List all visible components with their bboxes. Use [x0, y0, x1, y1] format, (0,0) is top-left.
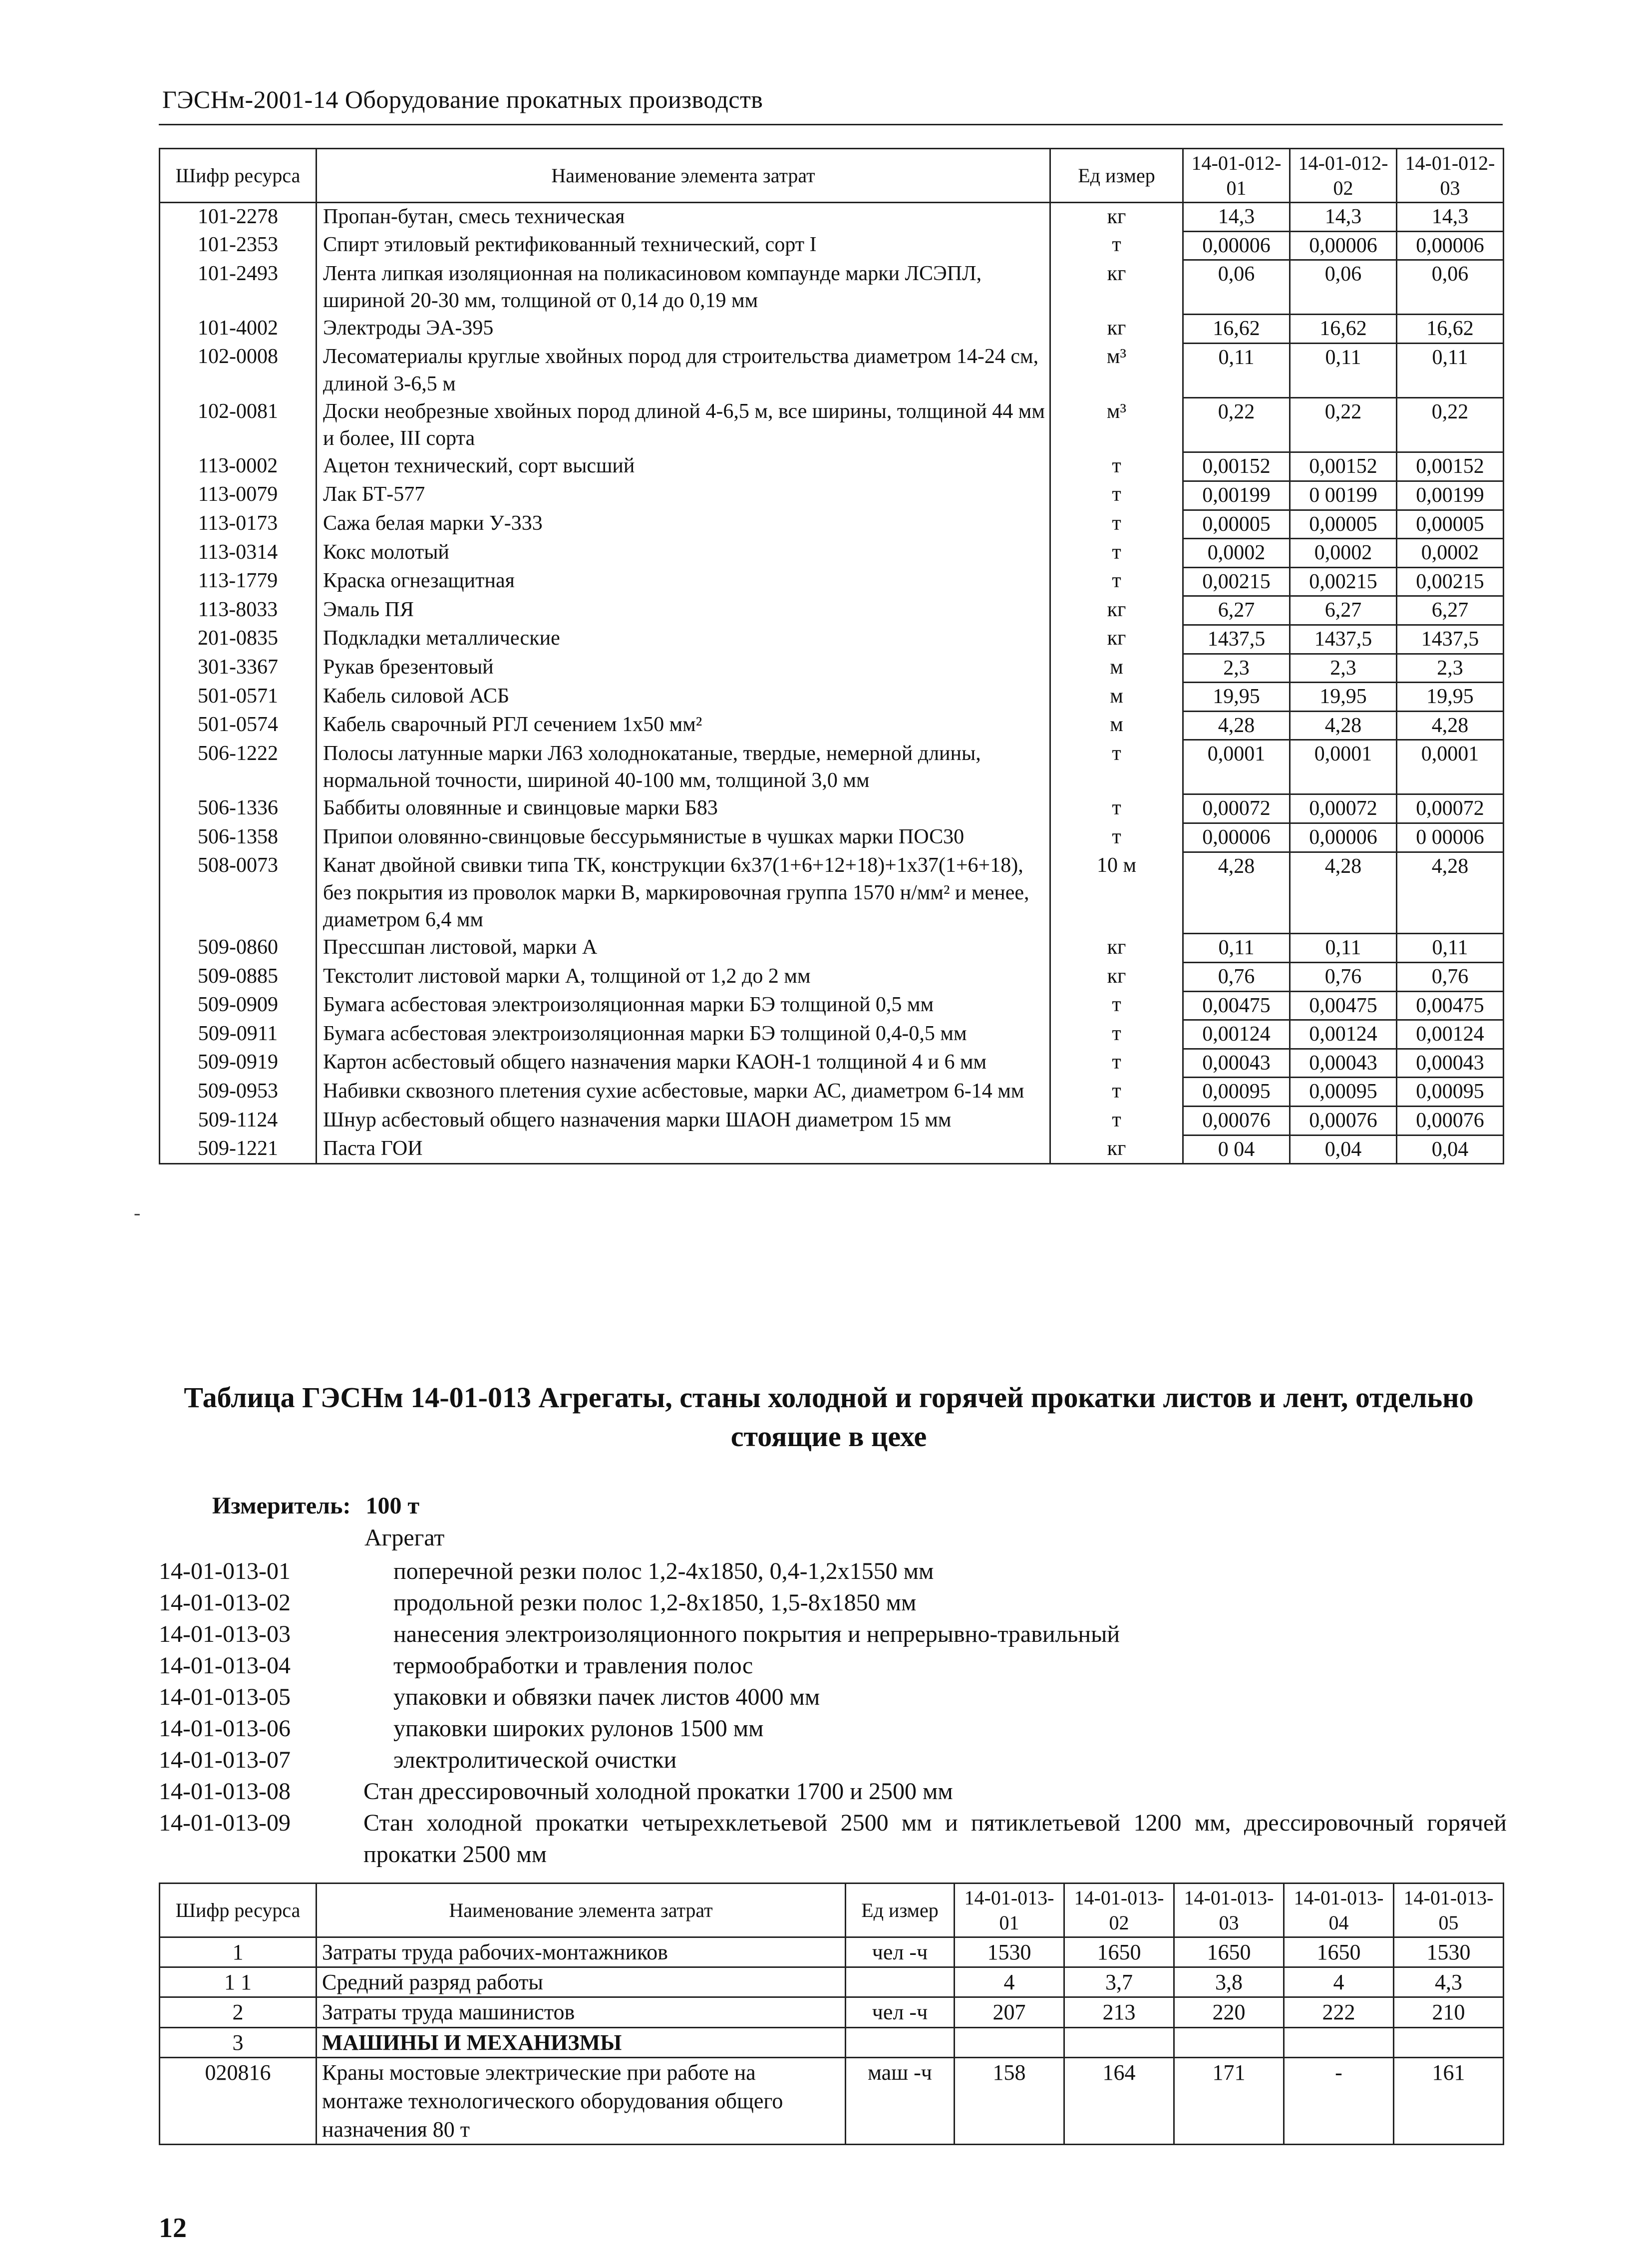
cell-name: МАШИНЫ И МЕХАНИЗМЫ	[317, 2027, 846, 2057]
code-list-item	[159, 1681, 1507, 1713]
cell-code: 1	[160, 1937, 317, 1967]
code-list-item	[159, 1713, 1507, 1744]
col-header-unit: Ед измер	[846, 1884, 955, 1937]
cell-unit: маш -ч	[846, 2057, 955, 2145]
norm-code-list	[159, 1555, 1507, 1868]
cell-value-2: 0,00005	[1290, 510, 1397, 539]
cell-value-3: 0,00043	[1397, 1049, 1504, 1078]
table-row	[160, 963, 1504, 992]
cell-name: Кокс молотый	[317, 539, 1050, 568]
cell-value-1: 0,0001	[1183, 740, 1290, 794]
col-header-unit: Ед измер	[1050, 149, 1183, 203]
cell-value-1: 0,00215	[1183, 567, 1290, 596]
cell-unit: кг	[1050, 315, 1183, 344]
cell-name: Лак БТ-577	[317, 481, 1050, 510]
cell-code: 509-1124	[160, 1107, 317, 1135]
header-divider	[159, 124, 1503, 125]
cell-value-1: 2,3	[1183, 654, 1290, 683]
cell-value-3: 220	[1174, 1997, 1284, 2027]
cell-code: 509-0909	[160, 991, 317, 1020]
cell-value-1: 6,27	[1183, 596, 1290, 625]
cell-value-3: 0,0002	[1397, 539, 1504, 568]
table-row	[160, 934, 1504, 963]
cell-value-1: 0,06	[1183, 260, 1290, 315]
cell-value-1: 0,22	[1183, 398, 1290, 452]
cell-name: Средний разряд работы	[317, 1967, 846, 1997]
cell-value-1: 0,00072	[1183, 794, 1290, 823]
cell-value-3: 1437,5	[1397, 625, 1504, 654]
cell-name: Картон асбестовый общего назначения марки КАОН-1 толщиной 4 и 6 мм	[317, 1049, 1050, 1078]
cell-unit: чел -ч	[846, 1937, 955, 1967]
cell-value-3: 2,3	[1397, 654, 1504, 683]
col-header-v5: 14-01-013-05	[1394, 1884, 1504, 1937]
cell-value-3: 0,76	[1397, 963, 1504, 992]
cell-name: Шнур асбестовый общего назначения марки ШАОН диаметром 15 мм	[317, 1107, 1050, 1135]
norm-description: упаковки широких рулонов 1500 мм	[393, 1715, 764, 1742]
norm-code: 14-01-013-03	[159, 1621, 291, 1647]
cell-value-1: 0,00006	[1183, 231, 1290, 260]
table-row	[160, 1107, 1504, 1135]
cell-value-3: 3,8	[1174, 1967, 1284, 1997]
cell-code: 501-0574	[160, 711, 317, 740]
cell-code: 102-0081	[160, 398, 317, 452]
col-header-name: Наименование элемента затрат	[317, 149, 1050, 203]
cell-name: Краска огнезащитная	[317, 567, 1050, 596]
cell-code: 113-0173	[160, 510, 317, 539]
norm-description: поперечной резки полос 1,2-4x1850, 0,4-1,2x1550 мм	[393, 1558, 934, 1584]
table-row	[160, 481, 1504, 510]
cell-unit: кг	[1050, 260, 1183, 315]
cell-value-1: 0,00095	[1183, 1078, 1290, 1107]
cell-code: 101-2493	[160, 260, 317, 315]
table-row	[160, 1967, 1504, 1997]
cell-value-3: 0,00215	[1397, 567, 1504, 596]
cell-code: 2	[160, 1997, 317, 2027]
cell-value-1: 4,28	[1183, 711, 1290, 740]
stray-mark: -	[134, 1201, 141, 1224]
cell-value-1: 4,28	[1183, 852, 1290, 934]
col-header-v4: 14-01-013-04	[1284, 1884, 1394, 1937]
table-row	[160, 596, 1504, 625]
cell-code: 101-4002	[160, 315, 317, 344]
cell-value-1: 0,00043	[1183, 1049, 1290, 1078]
norm-code: 14-01-013-01	[159, 1558, 291, 1584]
cell-name: Кабель сварочный РГЛ сечением 1x50 мм²	[317, 711, 1050, 740]
cell-value-2: 0,76	[1290, 963, 1397, 992]
cell-value-1: 0,11	[1183, 343, 1290, 397]
table-row	[160, 1078, 1504, 1107]
cell-name: Электроды ЭА-395	[317, 315, 1050, 344]
cell-value-3: 0,00076	[1397, 1107, 1504, 1135]
cell-code: 506-1358	[160, 823, 317, 852]
cell-code: 113-0314	[160, 539, 317, 568]
cell-code: 506-1336	[160, 794, 317, 823]
cell-value-1: 0,00199	[1183, 481, 1290, 510]
cell-value-5: 210	[1394, 1997, 1504, 2027]
cell-value-3: 171	[1174, 2057, 1284, 2145]
cell-unit: м³	[1050, 343, 1183, 397]
norm-code: 14-01-013-04	[159, 1652, 291, 1679]
table-row	[160, 343, 1504, 397]
table-row	[160, 1135, 1504, 1164]
cell-name: Припои оловянно-свинцовые бессурьмянистые в чушках марки ПОС30	[317, 823, 1050, 852]
cell-value-2: 0,04	[1290, 1135, 1397, 1164]
cell-value-5	[1394, 2027, 1504, 2057]
cell-code: 301-3367	[160, 654, 317, 683]
cell-value-1	[955, 2027, 1064, 2057]
table-row	[160, 539, 1504, 568]
cell-value-2: 1437,5	[1290, 625, 1397, 654]
cell-value-3: 0,00005	[1397, 510, 1504, 539]
cell-value-3: 1650	[1174, 1937, 1284, 1967]
cell-unit: т	[1050, 991, 1183, 1020]
cell-name: Подкладки металлические	[317, 625, 1050, 654]
cell-code: 509-0919	[160, 1049, 317, 1078]
cell-unit: м	[1050, 654, 1183, 683]
cell-value-4: 222	[1284, 1997, 1394, 2027]
cell-value-2: 1650	[1064, 1937, 1174, 1967]
norm-code: 14-01-013-09	[159, 1810, 291, 1836]
cell-name: Лесоматериалы круглые хвойных пород для строительства диаметром 14-24 см, длиной 3-6,5 м	[317, 343, 1050, 397]
table-row	[160, 452, 1504, 481]
cell-value-3: 19,95	[1397, 683, 1504, 712]
table-row	[160, 852, 1504, 934]
cell-value-3: 0,0001	[1397, 740, 1504, 794]
cell-value-2: 19,95	[1290, 683, 1397, 712]
code-list-item	[159, 1555, 1507, 1587]
col-header-v1: 14-01-013-01	[955, 1884, 1064, 1937]
table-row	[160, 315, 1504, 344]
norm-description: Стан холодной прокатки четырехклетьевой 2500 мм и пятиклетьевой 1200 мм, дрессировочный горячей прокатки 2500 мм	[363, 1810, 1507, 1868]
cell-value-2: 4,28	[1290, 711, 1397, 740]
norm-code: 14-01-013-06	[159, 1715, 291, 1742]
cell-value-2: 6,27	[1290, 596, 1397, 625]
table-header-row	[160, 1884, 1504, 1937]
cell-value-2: 0,00043	[1290, 1049, 1397, 1078]
cell-unit: т	[1050, 539, 1183, 568]
cell-name: Бумага асбестовая электроизоляционная марки БЭ толщиной 0,4-0,5 мм	[317, 1020, 1050, 1049]
cell-value-2: 0,00076	[1290, 1107, 1397, 1135]
cell-name: Полосы латунные марки Л63 холоднокатаные, твердые, немерной длины, нормальной точности, шириной 40-100 мм, толщиной 3,0 мм	[317, 740, 1050, 794]
cell-code: 509-0885	[160, 963, 317, 992]
col-header-v2: 14-01-012-02	[1290, 149, 1397, 203]
page-header-title: ГЭСНм-2001-14 Оборудование прокатных производств	[162, 85, 763, 113]
resource-table-012	[159, 148, 1504, 1164]
cell-code: 509-1221	[160, 1135, 317, 1164]
cell-unit	[846, 1967, 955, 1997]
cell-code: 101-2278	[160, 203, 317, 232]
norm-description: нанесения электроизоляционного покрытия и непрерывно-травильный	[393, 1621, 1120, 1647]
cell-unit: кг	[1050, 203, 1183, 232]
table-row	[160, 398, 1504, 452]
cell-name: Лента липкая изоляционная на поликасиновом компаунде марки ЛСЭПЛ, шириной 20-30 мм, толщиной от 0,14 до 0,19 мм	[317, 260, 1050, 315]
cell-name: Пропан-бутан, смесь техническая	[317, 203, 1050, 232]
cell-value-2: 0,00124	[1290, 1020, 1397, 1049]
cell-unit: т	[1050, 1078, 1183, 1107]
cell-value-2: 0,06	[1290, 260, 1397, 315]
cell-unit: 10 м	[1050, 852, 1183, 934]
cell-value-3: 0,04	[1397, 1135, 1504, 1164]
norm-description: термообработки и травления полос	[393, 1652, 753, 1679]
cell-value-1: 0,00475	[1183, 991, 1290, 1020]
table-row	[160, 510, 1504, 539]
cell-value-3: 0,00152	[1397, 452, 1504, 481]
cell-code: 101-2353	[160, 231, 317, 260]
table-row	[160, 711, 1504, 740]
table-row	[160, 1020, 1504, 1049]
cell-unit: кг	[1050, 625, 1183, 654]
norm-description: упаковки и обвязки пачек листов 4000 мм	[393, 1684, 820, 1710]
cell-name: Канат двойной свивки типа ТК, конструкции 6x37(1+6+12+18)+1x37(1+6+18), без покрытия из проволок марки В, маркировочная группа 1570 н/мм² и менее, диаметром 6,4 мм	[317, 852, 1050, 934]
cell-value-3: 0,11	[1397, 934, 1504, 963]
table-row	[160, 1997, 1504, 2027]
cell-unit: м³	[1050, 398, 1183, 452]
cell-value-4	[1284, 2027, 1394, 2057]
col-header-v3: 14-01-012-03	[1397, 149, 1504, 203]
cell-value-1: 0,00006	[1183, 823, 1290, 852]
table-row	[160, 1049, 1504, 1078]
cell-value-2: 0,00475	[1290, 991, 1397, 1020]
cell-value-3: 4,28	[1397, 711, 1504, 740]
table-row	[160, 683, 1504, 712]
cell-unit: кг	[1050, 934, 1183, 963]
cell-value-3	[1174, 2027, 1284, 2057]
cell-value-2: 0,00152	[1290, 452, 1397, 481]
norm-description: Стан дрессировочный холодной прокатки 1700 и 2500 мм	[363, 1778, 953, 1805]
cell-value-3: 0,00072	[1397, 794, 1504, 823]
cell-code: 506-1222	[160, 740, 317, 794]
cell-value-2: 0 00199	[1290, 481, 1397, 510]
cell-value-2: 3,7	[1064, 1967, 1174, 1997]
table-row	[160, 740, 1504, 794]
code-list-item	[159, 1807, 1507, 1868]
cell-code: 509-0953	[160, 1078, 317, 1107]
cell-name: Кабель силовой АСБ	[317, 683, 1050, 712]
code-list-item	[159, 1650, 1507, 1681]
code-list-item	[159, 1744, 1507, 1776]
cell-code: 508-0073	[160, 852, 317, 934]
page-number: 12	[159, 2213, 187, 2244]
cell-value-3: 14,3	[1397, 203, 1504, 232]
cell-code: 113-1779	[160, 567, 317, 596]
norm-code: 14-01-013-08	[159, 1778, 291, 1805]
code-list-item	[159, 1587, 1507, 1618]
col-header-code: Шифр ресурса	[160, 1884, 317, 1937]
cell-value-2: 0,00006	[1290, 823, 1397, 852]
cell-unit: кг	[1050, 963, 1183, 992]
cell-code: 3	[160, 2027, 317, 2057]
cell-value-1: 19,95	[1183, 683, 1290, 712]
cell-name: Паста ГОИ	[317, 1135, 1050, 1164]
cell-unit: т	[1050, 481, 1183, 510]
cell-unit: т	[1050, 231, 1183, 260]
cell-value-3: 0,00124	[1397, 1020, 1504, 1049]
cell-code: 113-8033	[160, 596, 317, 625]
cell-code: 1 1	[160, 1967, 317, 1997]
table-row	[160, 231, 1504, 260]
col-header-code: Шифр ресурса	[160, 149, 317, 203]
cell-value-2: 0,11	[1290, 343, 1397, 397]
cell-value-2: 0,0002	[1290, 539, 1397, 568]
col-header-v2: 14-01-013-02	[1064, 1884, 1174, 1937]
cell-code: 020816	[160, 2057, 317, 2145]
cell-value-3: 0,00006	[1397, 231, 1504, 260]
cell-name: Баббиты оловянные и свинцовые марки Б83	[317, 794, 1050, 823]
table-row	[160, 567, 1504, 596]
cell-name: Затраты труда рабочих-монтажников	[317, 1937, 846, 1967]
col-header-name: Наименование элемента затрат	[317, 1884, 846, 1937]
cell-unit: т	[1050, 510, 1183, 539]
table-row	[160, 1937, 1504, 1967]
cell-value-2: 213	[1064, 1997, 1174, 2027]
cell-name: Доски необрезные хвойных пород длиной 4-6,5 м, все ширины, толщиной 44 мм и более, III сорта	[317, 398, 1050, 452]
cell-value-1: 1530	[955, 1937, 1064, 1967]
meter-line	[212, 1492, 419, 1519]
cell-value-1: 14,3	[1183, 203, 1290, 232]
cell-unit: чел -ч	[846, 1997, 955, 2027]
cell-value-3: 6,27	[1397, 596, 1504, 625]
meter-label: Измеритель:	[212, 1493, 351, 1519]
cell-value-2: 16,62	[1290, 315, 1397, 344]
cell-value-1: 0,00076	[1183, 1107, 1290, 1135]
cell-value-2: 2,3	[1290, 654, 1397, 683]
table-row	[160, 654, 1504, 683]
cell-unit: т	[1050, 740, 1183, 794]
cell-value-2: 4,28	[1290, 852, 1397, 934]
cell-value-5: 1530	[1394, 1937, 1504, 1967]
cell-value-1: 0,00005	[1183, 510, 1290, 539]
cell-unit: т	[1050, 794, 1183, 823]
cell-name: Краны мостовые электрические при работе на монтаже технологического оборудования общего назначения 80 т	[317, 2057, 846, 2145]
cell-value-3: 0,00199	[1397, 481, 1504, 510]
cell-code: 509-0860	[160, 934, 317, 963]
cell-value-1: 0,00124	[1183, 1020, 1290, 1049]
cell-value-2: 0,00006	[1290, 231, 1397, 260]
col-header-v3: 14-01-013-03	[1174, 1884, 1284, 1937]
norm-code: 14-01-013-07	[159, 1747, 291, 1773]
norm-code: 14-01-013-05	[159, 1684, 291, 1710]
cell-value-1: 0,00152	[1183, 452, 1290, 481]
section-title: Таблица ГЭСНм 14-01-013 Агрегаты, станы холодной и горячей прокатки листов и лент, отдельно стоящие в цехе	[184, 1381, 1474, 1453]
cell-code: 501-0571	[160, 683, 317, 712]
cell-value-2: 0,22	[1290, 398, 1397, 452]
cell-code: 102-0008	[160, 343, 317, 397]
cell-name: Набивки сквозного плетения сухие асбестовые, марки АС, диаметром 6-14 мм	[317, 1078, 1050, 1107]
table-row	[160, 625, 1504, 654]
cell-value-2: 0,0001	[1290, 740, 1397, 794]
resource-table-013	[159, 1883, 1504, 2145]
cell-unit: т	[1050, 452, 1183, 481]
cell-name: Затраты труда машинистов	[317, 1997, 846, 2027]
cell-value-3: 0 00006	[1397, 823, 1504, 852]
table-row	[160, 203, 1504, 232]
cell-value-5: 4,3	[1394, 1967, 1504, 1997]
cell-value-2: 14,3	[1290, 203, 1397, 232]
cell-unit: т	[1050, 823, 1183, 852]
cell-value-2: 0,00095	[1290, 1078, 1397, 1107]
cell-value-3: 0,00475	[1397, 991, 1504, 1020]
cell-name: Сажа белая марки У-333	[317, 510, 1050, 539]
cell-name: Прессшпан листовой, марки А	[317, 934, 1050, 963]
cell-value-1: 0,11	[1183, 934, 1290, 963]
cell-value-3: 0,06	[1397, 260, 1504, 315]
cell-value-1: 0,0002	[1183, 539, 1290, 568]
cell-value-1: 0 04	[1183, 1135, 1290, 1164]
cell-unit: т	[1050, 1107, 1183, 1135]
cell-unit: кг	[1050, 1135, 1183, 1164]
cell-value-5: 161	[1394, 2057, 1504, 2145]
cell-code: 113-0002	[160, 452, 317, 481]
norm-description: электролитической очистки	[393, 1747, 677, 1773]
cell-value-3: 0,00095	[1397, 1078, 1504, 1107]
table-row	[160, 823, 1504, 852]
aggregate-label: Агрегат	[364, 1524, 445, 1551]
cell-unit: т	[1050, 1020, 1183, 1049]
cell-value-1: 207	[955, 1997, 1064, 2027]
cell-value-3: 0,22	[1397, 398, 1504, 452]
cell-value-3: 0,11	[1397, 343, 1504, 397]
cell-value-1: 4	[955, 1967, 1064, 1997]
cell-name: Ацетон технический, сорт высший	[317, 452, 1050, 481]
cell-unit: м	[1050, 683, 1183, 712]
cell-name: Рукав брезентовый	[317, 654, 1050, 683]
cell-unit	[846, 2027, 955, 2057]
cell-value-4: -	[1284, 2057, 1394, 2145]
meter-value: 100 т	[365, 1493, 420, 1519]
norm-code: 14-01-013-02	[159, 1589, 291, 1616]
cell-unit: м	[1050, 711, 1183, 740]
cell-name: Бумага асбестовая электроизоляционная марки БЭ толщиной 0,5 мм	[317, 991, 1050, 1020]
cell-value-2: 0,00215	[1290, 567, 1397, 596]
cell-unit: т	[1050, 567, 1183, 596]
norm-description: продольной резки полос 1,2-8x1850, 1,5-8x1850 мм	[393, 1589, 917, 1616]
cell-value-2: 0,00072	[1290, 794, 1397, 823]
col-header-v1: 14-01-012-01	[1183, 149, 1290, 203]
table-row	[160, 991, 1504, 1020]
cell-name: Текстолит листовой марки А, толщиной от 1,2 до 2 мм	[317, 963, 1050, 992]
table-row	[160, 2027, 1504, 2057]
cell-value-1: 1437,5	[1183, 625, 1290, 654]
cell-unit: кг	[1050, 596, 1183, 625]
cell-value-2	[1064, 2027, 1174, 2057]
cell-value-1: 0,76	[1183, 963, 1290, 992]
table-row	[160, 794, 1504, 823]
table-header-row	[160, 149, 1504, 203]
table-row	[160, 2057, 1504, 2145]
cell-value-4: 1650	[1284, 1937, 1394, 1967]
cell-code: 509-0911	[160, 1020, 317, 1049]
table-row	[160, 260, 1504, 315]
cell-unit: т	[1050, 1049, 1183, 1078]
cell-value-4: 4	[1284, 1967, 1394, 1997]
code-list-item	[159, 1776, 1507, 1807]
cell-code: 201-0835	[160, 625, 317, 654]
cell-value-3: 4,28	[1397, 852, 1504, 934]
code-list-item	[159, 1618, 1507, 1650]
cell-name: Спирт этиловый ректификованный технический, сорт I	[317, 231, 1050, 260]
cell-value-2: 164	[1064, 2057, 1174, 2145]
cell-value-3: 16,62	[1397, 315, 1504, 344]
cell-code: 113-0079	[160, 481, 317, 510]
cell-value-1: 16,62	[1183, 315, 1290, 344]
cell-name: Эмаль ПЯ	[317, 596, 1050, 625]
cell-value-1: 158	[955, 2057, 1064, 2145]
cell-value-2: 0,11	[1290, 934, 1397, 963]
